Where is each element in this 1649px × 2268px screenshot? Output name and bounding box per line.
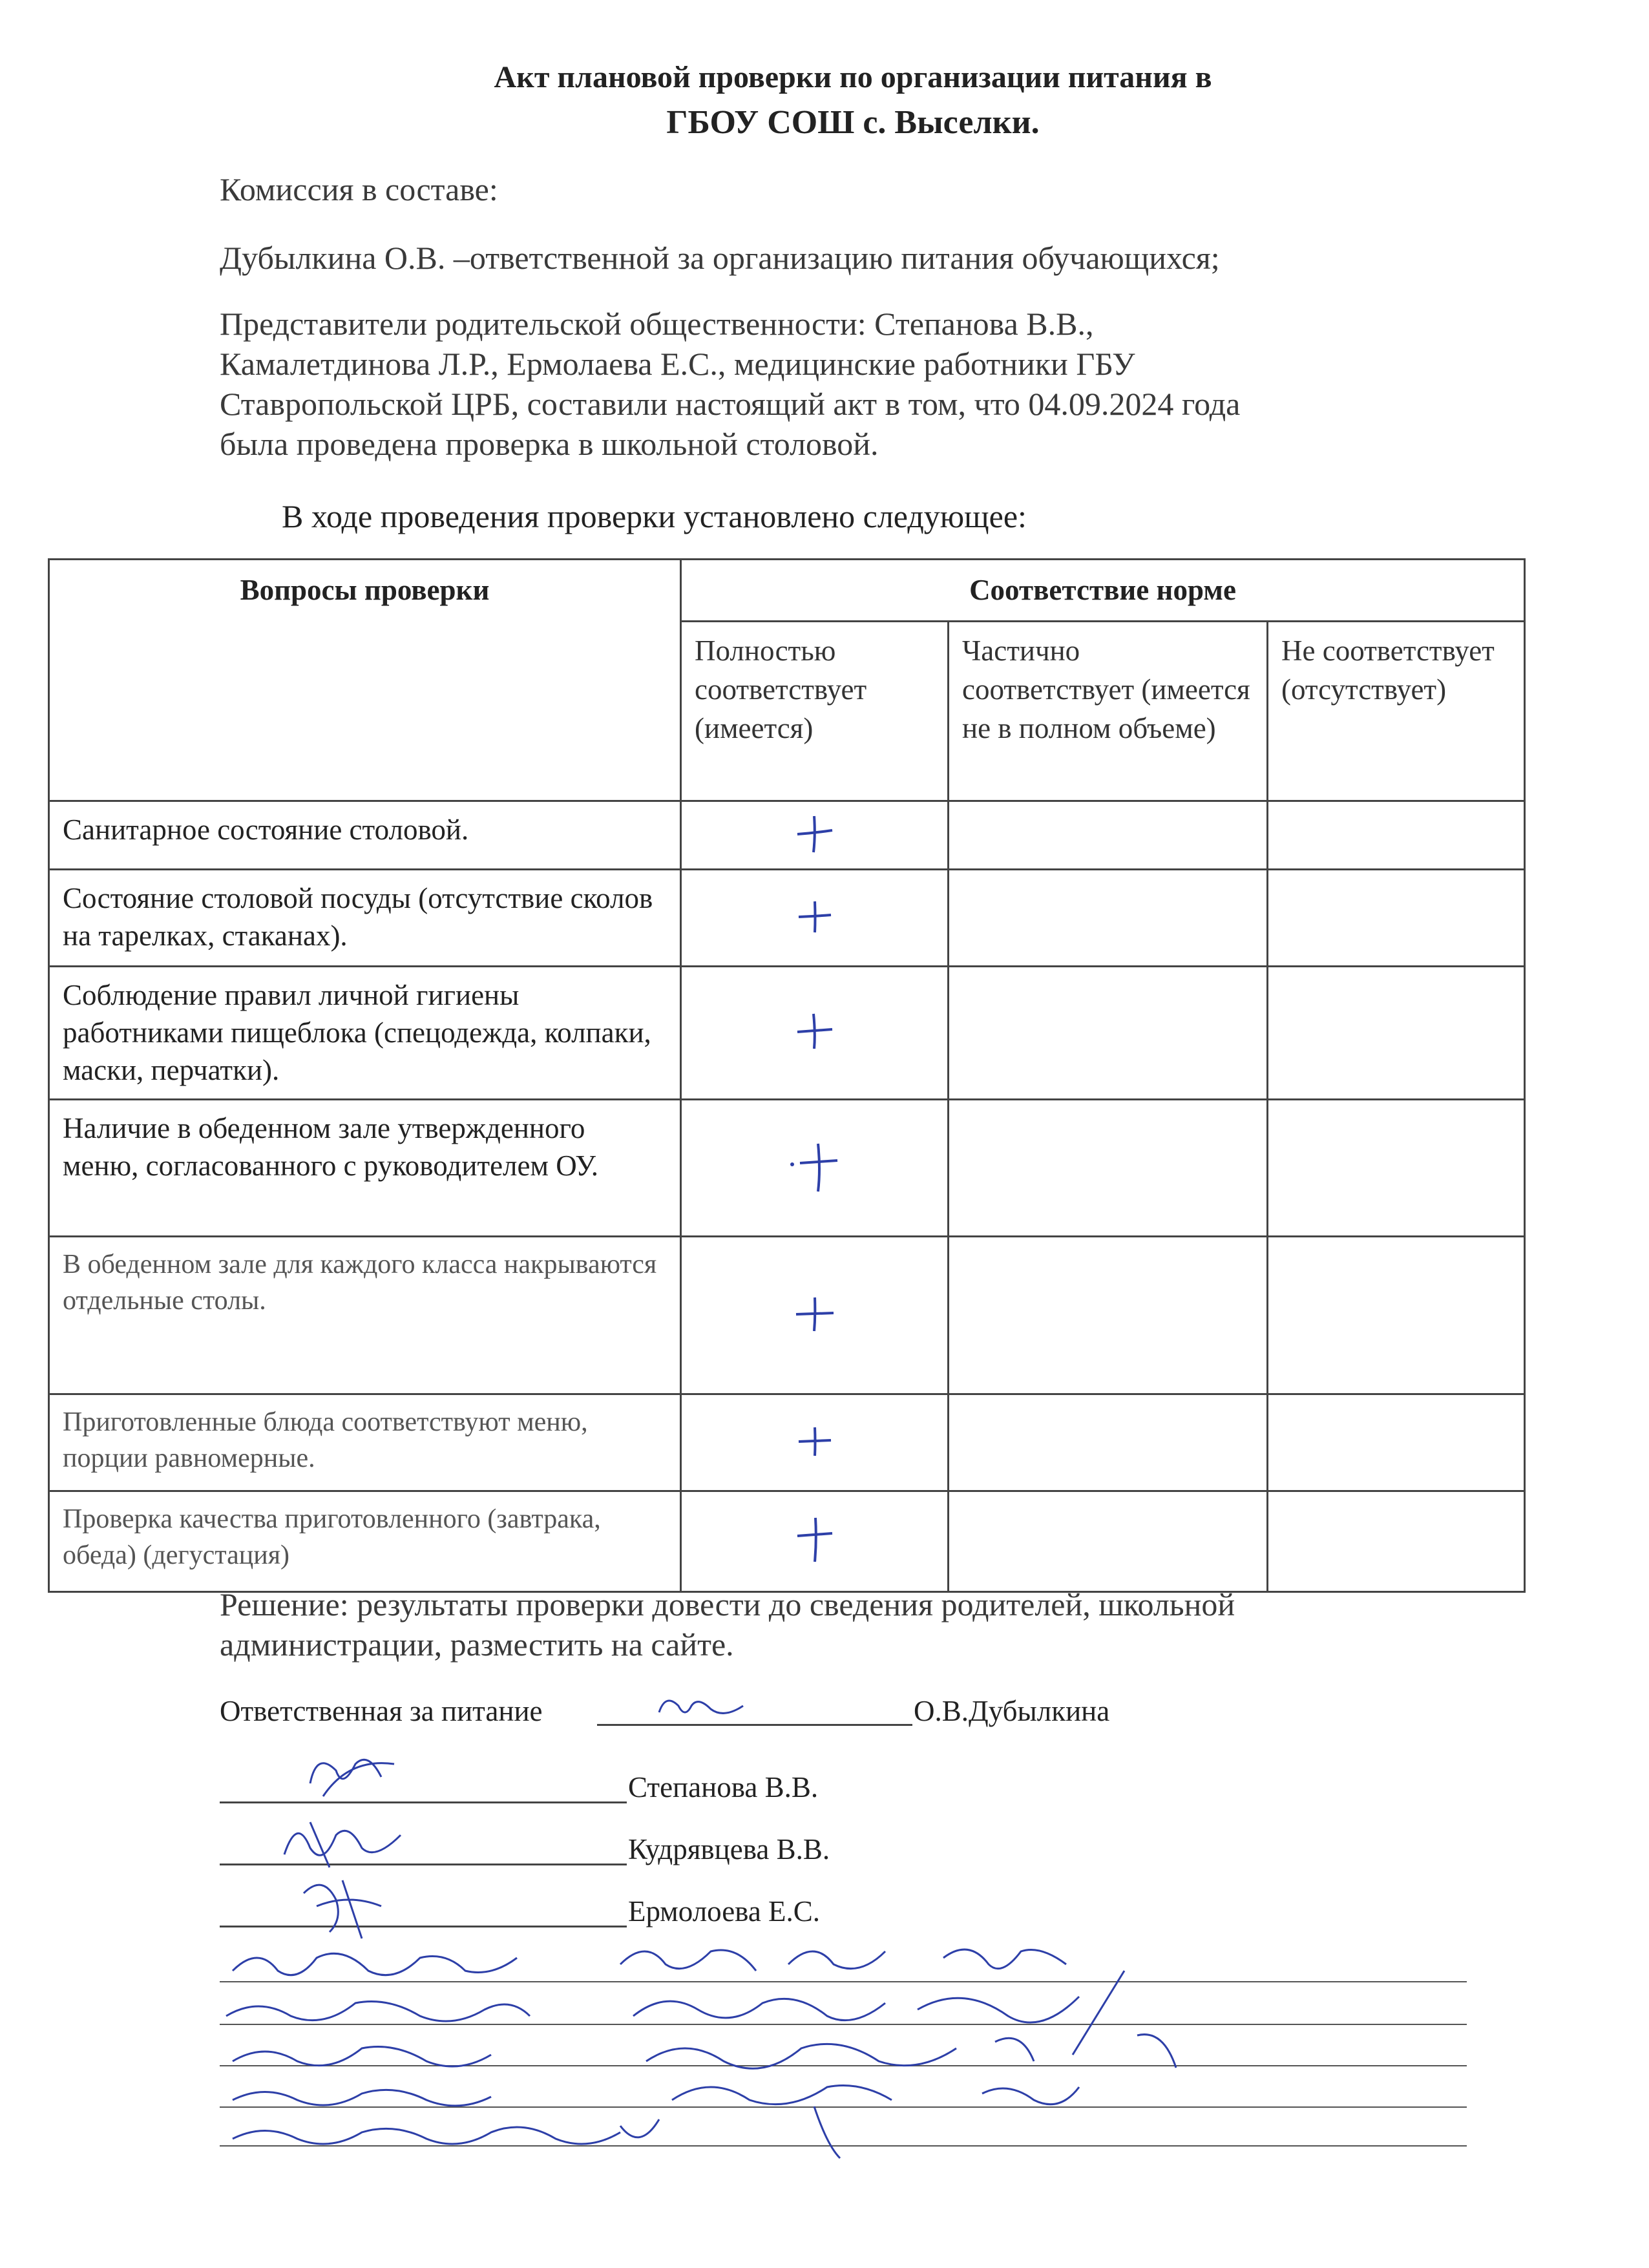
partial-mark-cell <box>949 1100 1268 1237</box>
full-mark-cell <box>681 1491 949 1592</box>
full-mark-cell <box>681 967 949 1100</box>
decision-line: администрации, разместить на сайте. <box>220 1626 734 1663</box>
question-cell: В обеденном зале для каждого класса накрываются отдельные столы. <box>49 1237 681 1394</box>
commission-label: Комиссия в составе: <box>220 171 498 207</box>
table-row <box>49 967 1525 1100</box>
header-compliance: Соответствие норме <box>681 560 1525 622</box>
responsible-label: Ответственная за питание <box>220 1695 543 1727</box>
representatives-line: Камалетдинова Л.Р., Ермолаева Е.С., медицинские работники ГБУ <box>220 346 1135 382</box>
plus-mark-icon <box>792 1009 837 1054</box>
plus-mark-icon <box>786 1137 844 1195</box>
member-name: Степанова В.В. <box>628 1771 819 1803</box>
plus-mark-icon <box>792 1291 837 1336</box>
table-header-row <box>49 560 1525 622</box>
handwritten-signatures-icon <box>220 1932 1279 2165</box>
none-mark-cell <box>1268 1100 1525 1237</box>
header-questions: Вопросы проверки <box>49 560 681 801</box>
table-row <box>49 1237 1525 1394</box>
inspection-table <box>48 558 1526 1593</box>
question-cell: Наличие в обеденном зале утвержденного меню, согласованного с руководителем ОУ. <box>49 1100 681 1237</box>
none-mark-cell <box>1268 1394 1525 1491</box>
table-row <box>49 1394 1525 1491</box>
member-name: Кудрявцева В.В. <box>628 1833 830 1865</box>
question-cell: Приготовленные блюда соответствуют меню, порции равномерные. <box>49 1394 681 1491</box>
representatives-line: была проведена проверка в школьной столовой. <box>220 426 879 462</box>
partial-mark-cell <box>949 1394 1268 1491</box>
table-row <box>49 1491 1525 1592</box>
representatives-line: Представители родительской общественности: Степанова В.В., <box>220 306 1094 342</box>
member-signature-line <box>220 1801 627 1803</box>
member-signature-icon <box>297 1745 414 1816</box>
responsible-name: О.В.Дубылкина <box>914 1695 1110 1727</box>
question-cell: Соблюдение правил личной гигиены работниками пищеблока (спецодежда, колпаки, маски, перчатки). <box>49 967 681 1100</box>
question-cell: Проверка качества приготовленного (завтрака, обеда) (дегустация) <box>49 1491 681 1592</box>
title-line-1: Акт плановой проверки по организации питания в <box>494 60 1212 94</box>
none-mark-cell <box>1268 870 1525 967</box>
none-mark-cell <box>1268 967 1525 1100</box>
col-full-compliance: Полностью соответствует (имеется) <box>681 622 949 801</box>
full-mark-cell <box>681 1237 949 1394</box>
responsible-signature-icon <box>653 1686 782 1732</box>
responsible-line: Дубылкина О.В. –ответственной за организацию питания обучающихся; <box>220 240 1220 276</box>
partial-mark-cell <box>949 801 1268 870</box>
full-mark-cell <box>681 1394 949 1491</box>
decision-block <box>220 1584 1512 1664</box>
col-no-compliance: Не соответствует (отсутствует) <box>1268 622 1525 801</box>
full-mark-cell <box>681 870 949 967</box>
none-mark-cell <box>1268 1237 1525 1394</box>
partial-mark-cell <box>949 1237 1268 1394</box>
none-mark-cell <box>1268 1491 1525 1592</box>
table-row <box>49 801 1525 870</box>
partial-mark-cell <box>949 1491 1268 1592</box>
partial-mark-cell <box>949 870 1268 967</box>
representatives-line: Ставропольской ЦРБ, составили настоящий акт в том, что 04.09.2024 года <box>220 386 1241 422</box>
none-mark-cell <box>1268 801 1525 870</box>
full-mark-cell <box>681 801 949 870</box>
findings-intro: В ходе проведения проверки установлено следующее: <box>282 498 1027 534</box>
table-row <box>49 1100 1525 1237</box>
plus-mark-icon <box>792 1418 837 1464</box>
representatives-block <box>220 304 1512 464</box>
decision-line: Решение: результаты проверки довести до сведения родителей, школьной <box>220 1586 1235 1622</box>
title-line-2: ГБОУ СОШ с. Выселки. <box>666 104 1040 141</box>
plus-mark-icon <box>792 894 837 939</box>
question-cell: Санитарное состояние столовой. <box>49 801 681 870</box>
plus-mark-icon <box>792 1514 837 1566</box>
question-cell: Состояние столовой посуды (отсутствие сколов на тарелках, стаканах). <box>49 870 681 967</box>
partial-mark-cell <box>949 967 1268 1100</box>
full-mark-cell <box>681 1100 949 1237</box>
member-signature-line <box>220 1926 627 1927</box>
col-partial-compliance: Частично соответствует (имеется не в полном объеме) <box>949 622 1268 801</box>
plus-mark-icon <box>792 811 837 856</box>
table-row <box>49 870 1525 967</box>
member-name: Ермолоева Е.С. <box>628 1895 821 1927</box>
